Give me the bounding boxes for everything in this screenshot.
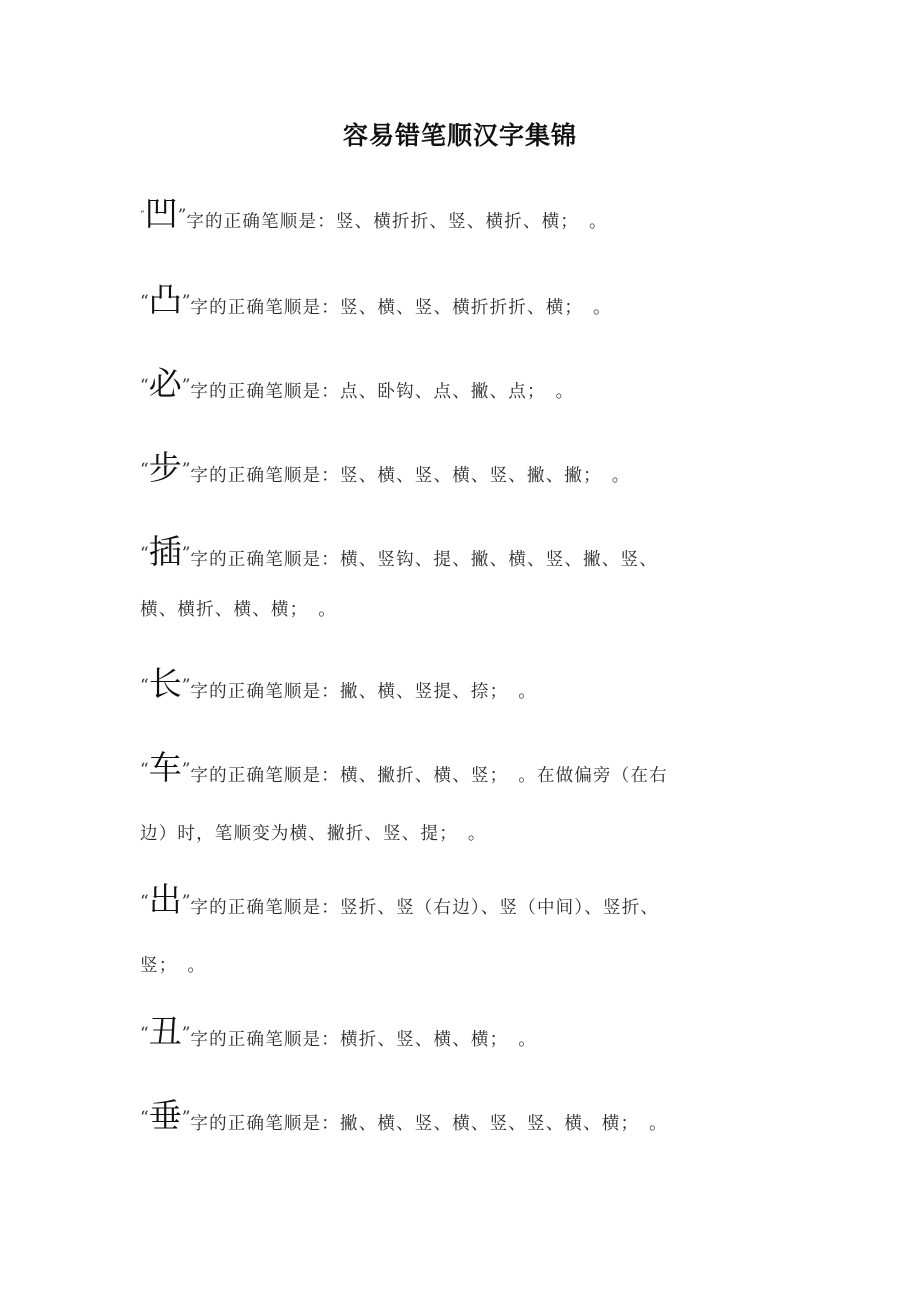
entry-tu [140,280,780,328]
open-quote: “ [140,676,149,696]
target-character: 必 [148,364,182,403]
close-quote: ” [181,460,191,480]
stroke-order-text: 字的正确笔顺是：横、竖钩、提、撇、横、竖、撇、竖、 [190,550,658,570]
open-quote: “ [140,376,149,396]
close-quote: ” [181,676,191,696]
close-quote: ” [181,760,191,780]
target-character: 步 [148,448,182,487]
open-quote: “ [140,544,149,564]
entry-chang [140,664,780,712]
entry-bu [140,448,780,496]
entry-chui [140,1096,780,1144]
stroke-order-text: 字的正确笔顺是：横折、竖、横、横； 。 [190,1030,537,1050]
open-quote: “ [140,292,149,312]
close-quote: ” [181,1024,191,1044]
entry-chu [140,880,780,976]
stroke-order-text: 字的正确笔顺是：撇、横、竖、横、竖、竖、横、横； 。 [190,1114,668,1134]
entry-cha [140,532,780,620]
target-character: 垂 [148,1096,182,1135]
close-quote: ” [181,1108,191,1128]
target-character: 插 [148,532,182,571]
stroke-order-text: 字的正确笔顺是：竖、横、竖、横折折折、横； 。 [190,298,612,318]
target-character: 出 [148,880,182,919]
stroke-order-text: 字的正确笔顺是：竖折、竖（右边）、竖（中间）、竖折、 [190,898,660,918]
open-quote: “ [140,210,145,220]
stroke-order-text: 字的正确笔顺是：撇、横、竖提、捺； 。 [190,682,537,702]
target-character: 凹 [144,194,178,233]
close-quote: ” [181,292,191,312]
stroke-order-text: 字的正确笔顺是：竖、横折折、竖、横折、横； 。 [186,212,608,232]
close-quote: ” [181,544,191,564]
stroke-order-text: 字的正确笔顺是：横、撇折、横、竖； 。在做偏旁（在右 [190,766,668,786]
open-quote: “ [140,760,149,780]
entry-che [140,748,780,844]
close-quote: ” [181,892,191,912]
close-quote: ” [177,206,187,226]
stroke-order-continuation: 横、横折、横、横； 。 [140,600,337,620]
target-character: 车 [148,748,182,787]
open-quote: “ [140,460,149,480]
target-character: 丑 [148,1012,182,1051]
page-title: 容易错笔顺汉字集锦 [342,121,577,150]
stroke-order-continuation: 边）时，笔顺变为横、撇折、竖、提； 。 [140,824,487,844]
entry-chou [140,1012,780,1060]
entry-bi [140,364,780,412]
stroke-order-continuation: 竖； 。 [140,956,207,976]
open-quote: “ [140,892,149,912]
stroke-order-text: 字的正确笔顺是：点、卧钩、点、撇、点； 。 [190,382,575,402]
stroke-order-text: 字的正确笔顺是：竖、横、竖、横、竖、撇、撇； 。 [190,466,631,486]
entry-ao [140,194,780,242]
open-quote: “ [140,1024,149,1044]
open-quote: “ [140,1108,149,1128]
target-character: 凸 [148,280,182,319]
close-quote: ” [181,376,191,396]
target-character: 长 [148,664,182,703]
